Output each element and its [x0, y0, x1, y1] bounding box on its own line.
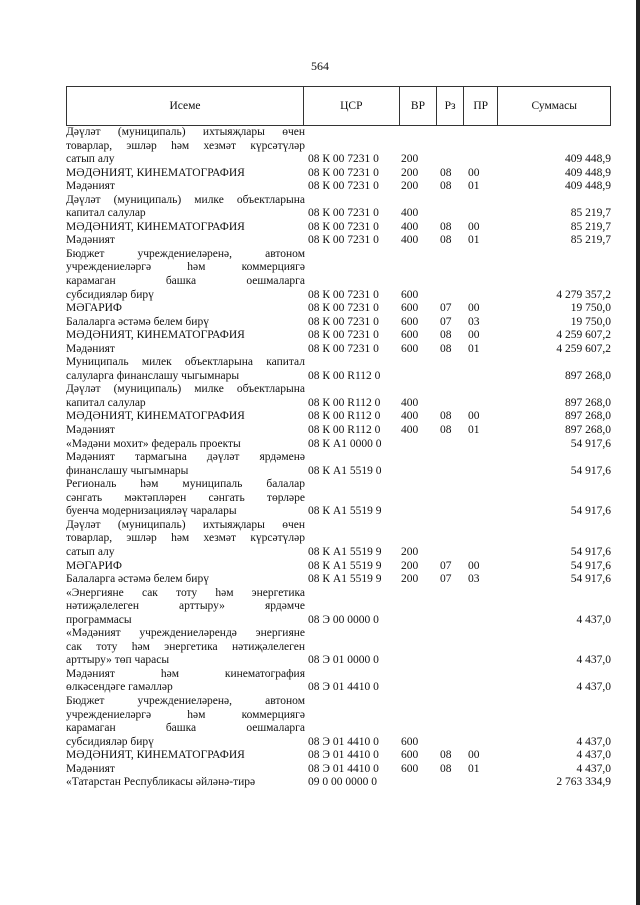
- row-name-line: товарлар, эшләр һәм хезмәт күрсәтүләр: [66, 139, 305, 152]
- row-sum: 54 917,6: [570, 464, 611, 477]
- table-body: [66, 126, 611, 790]
- row-name-line: МӘДӘНИЯТ, КИНЕМАТОГРАФИЯ: [66, 220, 245, 233]
- row-name-line: программасы: [66, 613, 132, 626]
- row-pr: 00: [468, 749, 480, 762]
- header-name: Исеме: [169, 100, 201, 112]
- table-row: [66, 451, 611, 478]
- row-sum: 4 437,0: [576, 762, 611, 775]
- row-vr: 600: [401, 735, 419, 748]
- row-name-line: МӘДӘНИЯТ, КИНЕМАТОГРАФИЯ: [66, 166, 245, 179]
- row-pr: 00: [468, 329, 480, 342]
- row-csr: 08 К 00 7231 0: [308, 302, 379, 315]
- row-name-line: Бюджет учреждениеләренә, автоном: [66, 694, 305, 707]
- row-name-line: Мәдәният: [66, 424, 115, 437]
- row-sum: 897 268,0: [565, 369, 611, 382]
- row-vr: 600: [401, 342, 419, 355]
- row-sum: 85 219,7: [570, 220, 611, 233]
- row-rz: 08: [440, 166, 452, 179]
- row-sum: 409 448,9: [565, 180, 611, 193]
- page-number: 564: [311, 59, 329, 73]
- row-sum: 4 437,0: [576, 735, 611, 748]
- row-name-line: сак тоту һәм энергетика нәтиҗәлелеген: [66, 640, 305, 653]
- row-name-line: МӘДӘНИЯТ, КИНЕМАТОГРАФИЯ: [66, 329, 245, 342]
- table-row: [66, 560, 611, 574]
- row-name-line: Мәдәният: [66, 342, 115, 355]
- row-name: [66, 776, 305, 790]
- row-sum: 54 917,6: [570, 559, 611, 572]
- row-name-line: «Татарстан Республикасы әйләнә-тирә: [66, 776, 256, 789]
- row-vr: 400: [401, 220, 419, 233]
- row-csr: 08 К 00 7231 0: [308, 329, 379, 342]
- row-vr: 400: [401, 396, 419, 409]
- row-vr: 600: [401, 315, 419, 328]
- row-sum: 85 219,7: [570, 207, 611, 220]
- row-name-line: Мәдәният: [66, 234, 115, 247]
- row-csr: 08 К А1 5519 0: [308, 464, 382, 477]
- table-row: [66, 519, 611, 560]
- row-name-line: Мәдәният тармагына дәүләт ярдәменә: [66, 451, 305, 464]
- row-name-line: Дәүләт (муниципаль) ихтыяҗлары өчен: [66, 518, 305, 531]
- row-name-line: Мәдәният: [66, 762, 115, 775]
- row-name-line: арттыру» төп чарасы: [66, 654, 170, 667]
- table-row: [66, 424, 611, 438]
- row-pr: 01: [468, 424, 480, 437]
- row-rz: 08: [440, 424, 452, 437]
- row-name-line: буенча модернизацияләү чаралары: [66, 505, 237, 518]
- table-row: [66, 627, 611, 668]
- row-name: [66, 478, 305, 519]
- row-pr: 03: [468, 573, 480, 586]
- row-vr: 600: [401, 749, 419, 762]
- row-pr: 01: [468, 762, 480, 775]
- row-name: [66, 167, 305, 181]
- table-row: [66, 749, 611, 763]
- row-csr: 08 К 00 7231 0: [308, 342, 379, 355]
- table-row: [66, 234, 611, 248]
- row-rz: 07: [440, 573, 452, 586]
- budget-table: [66, 86, 611, 790]
- row-vr: 200: [401, 545, 419, 558]
- row-pr: 00: [468, 220, 480, 233]
- row-name-line: сатып алу: [66, 545, 115, 558]
- row-name-line: Дәүләт (муниципаль) ихтыяҗлары өчен: [66, 126, 305, 138]
- row-sum: 4 437,0: [576, 681, 611, 694]
- row-csr: 08 К 00 7231 0: [308, 220, 379, 233]
- row-csr: 08 К А1 0000 0: [308, 437, 382, 450]
- row-csr: 08 К 00 R112 0: [308, 369, 381, 382]
- row-name: [66, 356, 305, 383]
- row-vr: 400: [401, 410, 419, 423]
- row-csr: 08 К 00 R112 0: [308, 396, 381, 409]
- row-csr: 08 К А1 5519 9: [308, 573, 382, 586]
- table-row: [66, 126, 611, 167]
- row-sum: 19 750,0: [570, 302, 611, 315]
- row-csr: 08 К А1 5519 9: [308, 545, 382, 558]
- row-name: [66, 573, 305, 587]
- row-name-line: өлкәсендәге гамәлләр: [66, 681, 173, 694]
- row-name-line: салуларга финанслашу чыгымнары: [66, 369, 240, 382]
- header-pr: ПР: [463, 87, 498, 125]
- table-row: [66, 587, 611, 628]
- row-rz: 07: [440, 559, 452, 572]
- row-name: [66, 519, 305, 560]
- row-name-line: «Энергияне сак тоту һәм энергетика: [66, 586, 305, 599]
- row-pr: 01: [468, 180, 480, 193]
- row-pr: 03: [468, 315, 480, 328]
- row-vr: 600: [401, 302, 419, 315]
- row-name: [66, 343, 305, 357]
- row-csr: 08 Э 01 0000 0: [308, 654, 379, 667]
- row-name-line: финанслашу чыгымнары: [66, 464, 189, 477]
- header-sum: Суммасы: [497, 87, 610, 125]
- row-vr: 600: [401, 762, 419, 775]
- row-csr: 08 К 00 7231 0: [308, 166, 379, 179]
- table-row: [66, 478, 611, 519]
- row-pr: 00: [468, 410, 480, 423]
- row-sum: 897 268,0: [565, 424, 611, 437]
- row-sum: 19 750,0: [570, 315, 611, 328]
- table-row: [66, 573, 611, 587]
- row-sum: 54 917,6: [570, 437, 611, 450]
- row-name-line: Дәүләт (муниципаль) милке объектларына: [66, 383, 305, 396]
- header-vr: ВР: [399, 87, 437, 125]
- row-name-line: карамаган башка оешмаларга: [66, 722, 305, 735]
- row-name-line: Муниципаль милек объектларына капитал: [66, 356, 305, 369]
- row-rz: 07: [440, 302, 452, 315]
- row-vr: 400: [401, 424, 419, 437]
- table-row: [66, 410, 611, 424]
- row-pr: 01: [468, 234, 480, 247]
- row-rz: 08: [440, 749, 452, 762]
- row-rz: 08: [440, 234, 452, 247]
- row-name: [66, 749, 305, 763]
- row-rz: 08: [440, 329, 452, 342]
- row-name-line: МӘДӘНИЯТ, КИНЕМАТОГРАФИЯ: [66, 410, 245, 423]
- row-name-line: нәтиҗәлелеген арттыру» ярдәмче: [66, 600, 305, 613]
- row-rz: 08: [440, 180, 452, 193]
- row-name-line: субсидияләр бирү: [66, 288, 154, 301]
- row-sum: 4 259 607,2: [556, 329, 611, 342]
- row-name: [66, 560, 305, 574]
- row-pr: 00: [468, 559, 480, 572]
- row-name: [66, 316, 305, 330]
- row-csr: 08 К А1 5519 9: [308, 559, 382, 572]
- table-header: [66, 86, 611, 126]
- table-row: [66, 221, 611, 235]
- row-name-line: учреждениеләргә һәм коммерциягә: [66, 261, 305, 274]
- row-name: [66, 180, 305, 194]
- table-row: [66, 167, 611, 181]
- row-vr: 200: [401, 153, 419, 166]
- row-name-line: капитал салулар: [66, 207, 146, 220]
- row-csr: 08 Э 01 4410 0: [308, 749, 379, 762]
- row-name: [66, 627, 305, 668]
- row-vr: 400: [401, 234, 419, 247]
- row-sum: 54 917,6: [570, 573, 611, 586]
- header-csr: ЦСР: [303, 87, 399, 125]
- row-csr: 08 К 00 7231 0: [308, 207, 379, 220]
- row-csr: 08 Э 00 0000 0: [308, 613, 379, 626]
- row-sum: 897 268,0: [565, 396, 611, 409]
- row-rz: 08: [440, 410, 452, 423]
- row-name-line: карамаган башка оешмаларга: [66, 275, 305, 288]
- row-name-line: МӘГАРИФ: [66, 559, 123, 572]
- row-name: [66, 763, 305, 777]
- row-name-line: МӘГАРИФ: [66, 302, 123, 315]
- row-sum: 4 259 607,2: [556, 342, 611, 355]
- row-sum: 4 437,0: [576, 749, 611, 762]
- row-sum: 409 448,9: [565, 166, 611, 179]
- row-csr: 08 К 00 R112 0: [308, 424, 381, 437]
- row-name: [66, 194, 305, 221]
- table-row: [66, 763, 611, 777]
- table-row: [66, 776, 611, 790]
- row-name: [66, 451, 305, 478]
- row-name: [66, 587, 305, 628]
- table-row: [66, 316, 611, 330]
- row-vr: 200: [401, 180, 419, 193]
- row-name: [66, 695, 305, 749]
- row-vr: 600: [401, 329, 419, 342]
- row-name-line: Бюджет учреждениеләренә, автоном: [66, 247, 305, 260]
- row-csr: 09 0 00 0000 0: [308, 776, 377, 789]
- row-csr: 08 К А1 5519 9: [308, 505, 382, 518]
- row-csr: 08 Э 01 4410 0: [308, 681, 379, 694]
- row-vr: 200: [401, 573, 419, 586]
- row-vr: 200: [401, 166, 419, 179]
- row-csr: 08 Э 01 4410 0: [308, 735, 379, 748]
- row-pr: 00: [468, 166, 480, 179]
- row-name: [66, 302, 305, 316]
- row-name: [66, 329, 305, 343]
- row-rz: 08: [440, 342, 452, 355]
- row-name-line: «Мәдәни мохит» федераль проекты: [66, 437, 241, 450]
- row-csr: 08 К 00 7231 0: [308, 234, 379, 247]
- table-row: [66, 383, 611, 410]
- scan-edge-bar: [636, 0, 640, 905]
- row-vr: 200: [401, 559, 419, 572]
- table-row: [66, 194, 611, 221]
- row-name-line: Мәдәният: [66, 180, 115, 193]
- row-sum: 4 279 357,2: [556, 288, 611, 301]
- row-csr: 08 Э 01 4410 0: [308, 762, 379, 775]
- row-rz: 08: [440, 220, 452, 233]
- row-rz: 08: [440, 762, 452, 775]
- row-pr: 00: [468, 302, 480, 315]
- row-name: [66, 410, 305, 424]
- row-name-line: Мәдәният һәм кинематография: [66, 667, 305, 680]
- row-name: [66, 424, 305, 438]
- table-row: [66, 438, 611, 452]
- header-rz: Рз: [436, 87, 463, 125]
- row-name-line: сәнгать мәктәпләрен сәнгать төрләре: [66, 491, 305, 504]
- row-name-line: Балаларга әстәмә белем бирү: [66, 315, 209, 328]
- table-row: [66, 329, 611, 343]
- row-csr: 08 К 00 7231 0: [308, 315, 379, 328]
- row-sum: 85 219,7: [570, 234, 611, 247]
- table-row: [66, 356, 611, 383]
- row-name-line: Дәүләт (муниципаль) милке объектларына: [66, 193, 305, 206]
- table-row: [66, 180, 611, 194]
- row-sum: 54 917,6: [570, 505, 611, 518]
- row-name-line: субсидияләр бирү: [66, 735, 154, 748]
- row-name-line: «Мәдәният учреждениеләрендә энергияне: [66, 627, 305, 640]
- row-name-line: капитал салулар: [66, 396, 146, 409]
- row-name: [66, 668, 305, 695]
- row-name-line: учреждениеләргә һәм коммерциягә: [66, 708, 305, 721]
- row-sum: 4 437,0: [576, 613, 611, 626]
- table-row: [66, 695, 611, 749]
- row-name: [66, 438, 305, 452]
- row-vr: 600: [401, 288, 419, 301]
- row-vr: 400: [401, 207, 419, 220]
- row-sum: 4 437,0: [576, 654, 611, 667]
- row-sum: 897 268,0: [565, 410, 611, 423]
- row-sum: 409 448,9: [565, 153, 611, 166]
- table-row: [66, 343, 611, 357]
- row-name-line: товарлар, эшләр һәм хезмәт күрсәтүләр: [66, 532, 305, 545]
- row-name: [66, 234, 305, 248]
- table-row: [66, 248, 611, 302]
- row-name-line: МӘДӘНИЯТ, КИНЕМАТОГРАФИЯ: [66, 749, 245, 762]
- row-name: [66, 248, 305, 302]
- row-name-line: Балаларга әстәмә белем бирү: [66, 573, 209, 586]
- row-sum: 2 763 334,9: [556, 776, 611, 789]
- row-pr: 01: [468, 342, 480, 355]
- row-name: [66, 383, 305, 410]
- row-name: [66, 221, 305, 235]
- row-name: [66, 126, 305, 167]
- table-row: [66, 302, 611, 316]
- table-row: [66, 668, 611, 695]
- row-name-line: сатып алу: [66, 153, 115, 166]
- row-csr: 08 К 00 7231 0: [308, 180, 379, 193]
- row-rz: 07: [440, 315, 452, 328]
- row-csr: 08 К 00 R112 0: [308, 410, 381, 423]
- row-sum: 54 917,6: [570, 545, 611, 558]
- row-csr: 08 К 00 7231 0: [308, 288, 379, 301]
- row-csr: 08 К 00 7231 0: [308, 153, 379, 166]
- row-name-line: Региональ һәм муниципаль балалар: [66, 478, 305, 491]
